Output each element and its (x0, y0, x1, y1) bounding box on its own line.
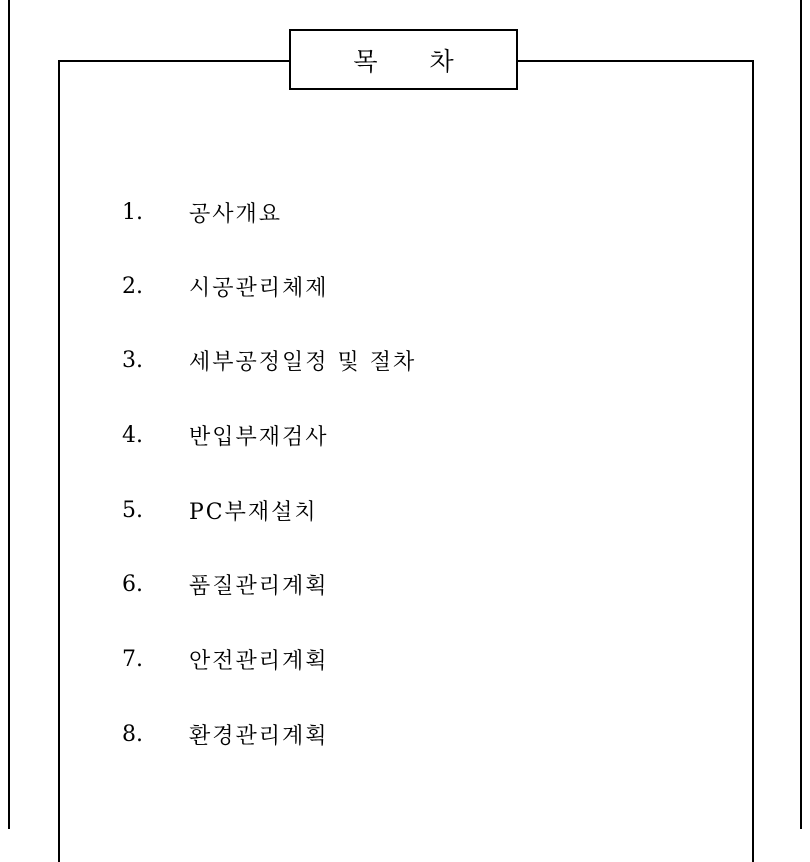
toc-number: 1. (122, 199, 143, 225)
toc-label: 환경관리계획 (189, 723, 329, 749)
toc-label: 세부공정일정 및 절차 (189, 349, 417, 375)
toc-number: 2. (122, 273, 143, 299)
toc-item-1 (122, 197, 282, 227)
toc-label: 공사개요 (189, 201, 283, 227)
toc-number: 4. (122, 422, 143, 448)
toc-item-3 (122, 345, 416, 375)
toc-label: 시공관리체제 (189, 275, 329, 301)
toc-item-5 (122, 495, 318, 525)
toc-label: 안전관리계획 (189, 648, 329, 674)
toc-label: 반입부재검사 (189, 424, 329, 450)
toc-number: 3. (122, 347, 143, 373)
toc-number: 8. (122, 721, 143, 747)
toc-number: 6. (122, 571, 143, 597)
toc-item-2 (122, 271, 329, 301)
toc-item-6 (122, 569, 329, 599)
page-edge-left (8, 0, 10, 829)
page-edge-right (800, 0, 802, 829)
toc-number: 7. (122, 646, 143, 672)
toc-item-8 (122, 719, 329, 749)
toc-title-box (289, 29, 518, 90)
toc-label: 품질관리계획 (189, 573, 329, 599)
toc-label: PC부재설치 (189, 499, 318, 525)
toc-title: 목 차 (353, 46, 476, 76)
toc-item-4 (122, 420, 329, 450)
toc-number: 5. (122, 497, 143, 523)
toc-item-7 (122, 644, 329, 674)
